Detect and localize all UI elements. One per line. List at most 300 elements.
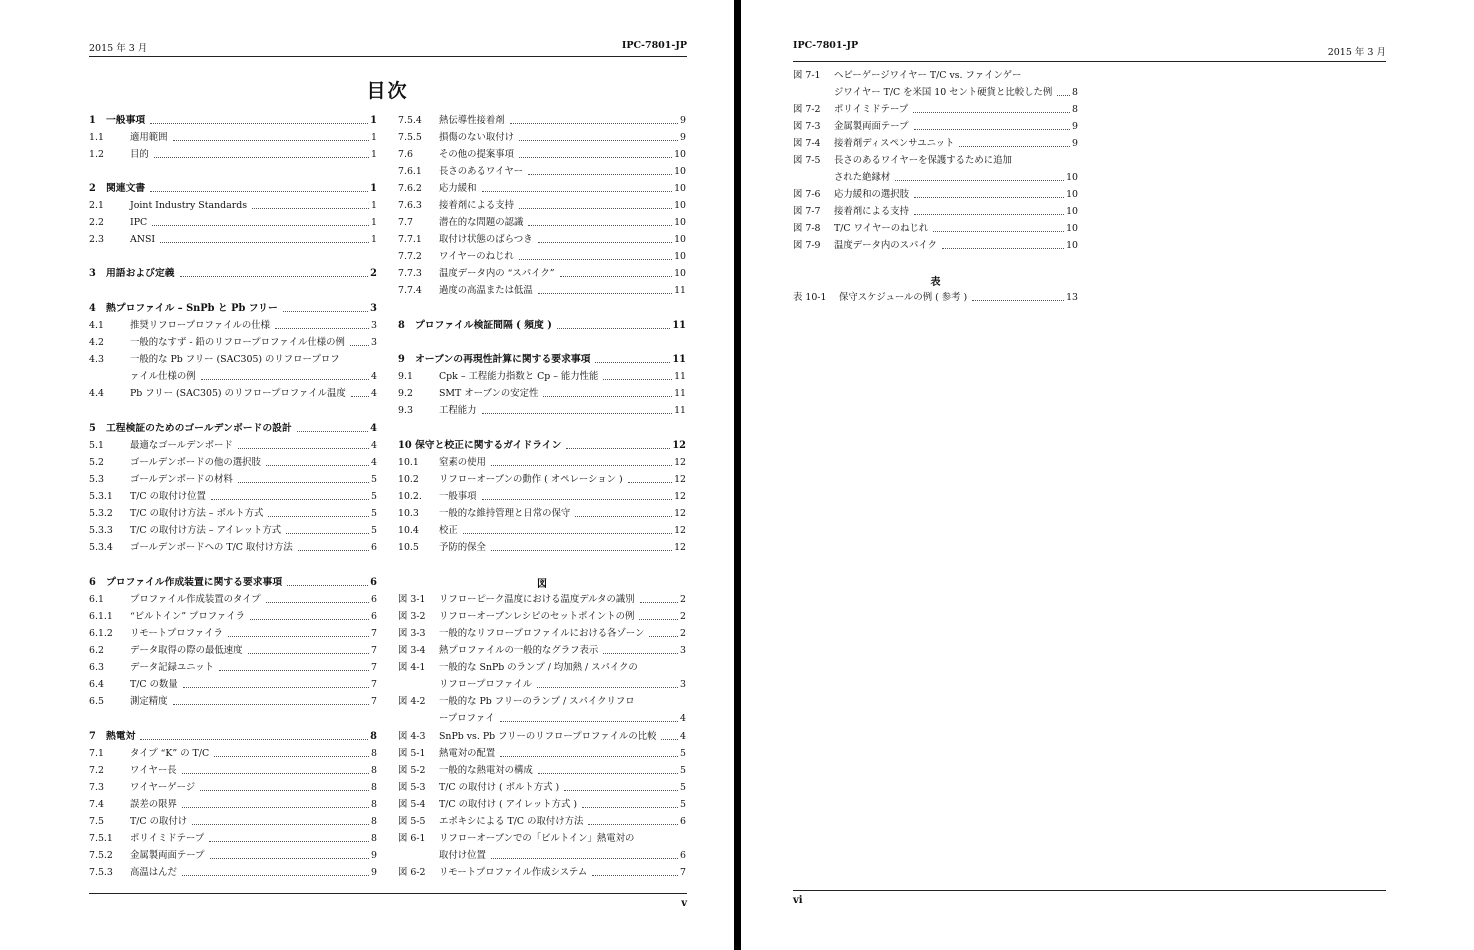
entry-title: 工程能力 — [439, 405, 477, 416]
toc-entry — [89, 797, 377, 813]
entry-title: T/C の取付け位置 — [130, 491, 206, 502]
entry-page: 7 — [371, 645, 377, 656]
dot-leader — [351, 386, 369, 397]
dot-leader — [248, 643, 370, 654]
entry-title: T/C の取付け — [130, 816, 188, 827]
toc-entry — [398, 130, 686, 146]
entry-number: 10.1 — [398, 457, 419, 468]
entry-page: 10 — [674, 183, 686, 194]
entry-number: 1.2 — [89, 149, 104, 160]
entry-number: 7.6.2 — [398, 183, 422, 194]
dot-leader — [192, 814, 369, 825]
toc-entry — [89, 746, 377, 762]
entry-title: 接着剤による支持 — [439, 200, 515, 211]
entry-number: 2.1 — [89, 200, 104, 211]
entry-number: 図 7-9 — [793, 240, 821, 251]
entry-page: 8 — [1072, 87, 1078, 98]
entry-page: 7 — [371, 662, 377, 673]
entry-title: T/C の数量 — [130, 679, 178, 690]
entry-page: 1 — [371, 234, 377, 245]
dot-leader — [528, 164, 672, 175]
entry-page: 11 — [672, 320, 686, 331]
entry-number: 図 7-4 — [793, 138, 821, 149]
entry-page: 3 — [371, 320, 377, 331]
right-page — [741, 0, 1474, 950]
dot-leader — [173, 694, 370, 705]
entry-number: 6.5 — [89, 696, 104, 707]
toc-entry — [89, 489, 377, 505]
entry-page: 10 — [674, 251, 686, 262]
entry-number: 7.7.4 — [398, 285, 422, 296]
dot-leader — [640, 592, 678, 603]
entry-number: 4.4 — [89, 388, 104, 399]
entry-number: 6.1.2 — [89, 628, 113, 639]
entry-page: 1 — [371, 200, 377, 211]
dot-leader — [350, 335, 369, 346]
dot-leader — [482, 403, 673, 414]
dot-leader — [913, 102, 1070, 113]
entry-number: 図 4-1 — [398, 662, 426, 673]
entry-title: 一般的なリフロープロファイルにおける各ゾーン — [439, 628, 645, 639]
entry-page: 8 — [371, 782, 377, 793]
entry-page: 2 — [370, 268, 377, 279]
entry-page: 10 — [1066, 206, 1078, 217]
dot-leader — [286, 523, 369, 534]
entry-title: 接着剤による支持 — [834, 206, 910, 217]
entry-number: 図 5-3 — [398, 782, 426, 793]
entry-title: T/C の取付け方法 – ボルト方式 — [130, 508, 264, 519]
toc-entry — [89, 865, 377, 881]
entry-title: その他の提案事項 — [439, 149, 515, 160]
toc-entry — [398, 369, 686, 385]
header-date: 2015 年 3 月 — [89, 43, 148, 54]
entry-page: 5 — [371, 474, 377, 485]
entry-title: T/C の取付け ( アイレット方式 ) — [439, 799, 578, 810]
entry-title: 熱プロファイル – SnPb と Pb フリー — [106, 303, 278, 314]
dot-leader — [592, 865, 678, 876]
entry-number: 9.2 — [398, 388, 413, 399]
entry-number: 7.7.3 — [398, 268, 422, 279]
entry-title: 適用範囲 — [130, 132, 168, 143]
dot-leader — [603, 369, 672, 380]
toc-entry — [89, 592, 377, 608]
entry-title: ANSI — [130, 234, 156, 245]
dot-leader — [183, 677, 369, 688]
entry-number: 7.6.1 — [398, 166, 422, 177]
entry-page: 5 — [680, 748, 686, 759]
entry-page: 5 — [680, 765, 686, 776]
entry-page: 8 — [371, 799, 377, 810]
entry-page: 10 — [1066, 172, 1078, 183]
toc-entry — [793, 85, 1078, 101]
toc-entry — [398, 865, 686, 881]
entry-page: 5 — [680, 782, 686, 793]
entry-number: 7.5.2 — [89, 850, 113, 861]
entry-number: 図 5-1 — [398, 748, 426, 759]
toc-entry — [89, 130, 377, 146]
entry-title: Cpk – 工程能力指数と Cp – 能力性能 — [439, 371, 599, 382]
entry-number: 10.5 — [398, 542, 419, 553]
entry-number: 7.3 — [89, 782, 104, 793]
entry-title: T/C の取付け ( ボルト方式 ) — [439, 782, 560, 793]
entry-page: 10 — [1066, 223, 1078, 234]
toc-entry — [89, 438, 377, 454]
entry-title: Pb フリー (SAC305) のリフロープロファイル温度 — [130, 388, 346, 399]
toc-entry — [398, 746, 686, 762]
toc-entry — [398, 523, 686, 539]
dot-leader — [500, 711, 678, 722]
entry-number — [398, 711, 439, 727]
entry-title: プロファイル作成装置のタイプ — [130, 594, 261, 605]
entry-title: ポリイミドテープ — [130, 833, 205, 844]
entry-number: 10.2 — [398, 474, 419, 485]
toc-entry — [89, 421, 377, 437]
entry-page: 12 — [674, 491, 686, 502]
header-rule — [89, 56, 687, 57]
entry-title: 目的 — [130, 149, 149, 160]
entry-page: 10 — [674, 200, 686, 211]
toc-entry — [793, 102, 1078, 118]
dot-leader — [972, 290, 1064, 301]
toc-entry — [89, 780, 377, 796]
toc-entry — [89, 694, 377, 710]
entry-number: 7.6 — [398, 149, 413, 160]
entry-page: 4 — [370, 423, 377, 434]
entry-page: 1 — [371, 149, 377, 160]
entry-title: 熱プロファイルの一般的なグラフ表示 — [439, 645, 599, 656]
entry-number: 図 5-5 — [398, 816, 426, 827]
entry-number: 2.3 — [89, 234, 104, 245]
entry-page: 4 — [371, 388, 377, 399]
entry-page: 3 — [370, 303, 377, 314]
toc-entry — [89, 113, 377, 129]
toc-entry — [89, 147, 377, 163]
entry-page: 12 — [674, 457, 686, 468]
entry-page: 8 — [371, 765, 377, 776]
dot-leader — [140, 729, 368, 740]
entry-page: 11 — [674, 405, 686, 416]
toc-entry — [89, 677, 377, 693]
dot-leader — [519, 130, 678, 141]
dot-leader — [595, 352, 670, 363]
entry-title: 温度データ内の “スパイク” — [439, 268, 555, 279]
dot-leader — [557, 318, 670, 329]
entry-title: SnPb vs. Pb フリーのリフロープロファイルの比較 — [439, 731, 657, 742]
entry-number: 4.1 — [89, 320, 104, 331]
entry-number: 7.6.3 — [398, 200, 422, 211]
toc-entry — [89, 609, 377, 625]
toc-entry — [89, 763, 377, 779]
toc-entry — [398, 711, 686, 727]
entry-page: 10 — [674, 166, 686, 177]
entry-title: タイプ “K” の T/C — [130, 748, 210, 759]
entry-title: 一般的な Pb フリー (SAC305) のリフロープロフ — [130, 354, 340, 365]
entry-title: 校正 — [439, 525, 458, 536]
entry-title: 潜在的な問題の認識 — [439, 217, 524, 228]
entry-title: 一般事項 — [439, 491, 477, 502]
toc-entry — [89, 472, 377, 488]
entry-number: 7.7.1 — [398, 234, 422, 245]
entry-title: リフローピーク温度における温度デルタの識別 — [439, 594, 635, 605]
page-number: v — [681, 898, 687, 909]
left-page — [0, 0, 734, 950]
dot-leader — [150, 113, 368, 124]
dot-leader — [287, 575, 368, 586]
entry-number: 5.3.2 — [89, 508, 113, 519]
entry-number: 6 — [89, 577, 96, 588]
entry-page: 6 — [371, 594, 377, 605]
dot-leader — [266, 455, 369, 466]
dot-leader — [639, 609, 678, 620]
entry-title: ジワイヤー T/C を米国 10 セント硬貨と比較した例 — [834, 87, 1053, 98]
entry-title: 推奨リフロープロファイルの仕様 — [130, 320, 270, 331]
toc-entry — [89, 729, 377, 745]
entry-number: 1 — [89, 115, 96, 126]
toc-entry — [89, 506, 377, 522]
dot-leader — [537, 677, 678, 688]
entry-number: 9.3 — [398, 405, 413, 416]
entry-title: 一般的な SnPb のランプ / 均加熱 / スパイクの — [439, 662, 638, 673]
entry-title: 応力緩和 — [439, 183, 477, 194]
entry-title: リモートプロファイル作成システム — [439, 867, 588, 878]
toc-entry — [398, 283, 686, 299]
entry-page: 1 — [370, 183, 377, 194]
entry-number: 図 7-2 — [793, 104, 821, 115]
dot-leader — [661, 729, 678, 740]
entry-title: ワイヤー長 — [130, 765, 177, 776]
toc-entry — [793, 170, 1078, 186]
entry-title: ープロファイ — [439, 713, 495, 724]
toc-entry — [89, 523, 377, 539]
entry-page: 8 — [371, 748, 377, 759]
entry-page: 11 — [674, 371, 686, 382]
dot-leader — [463, 523, 672, 534]
toc-entry — [89, 181, 377, 197]
entry-page: 10 — [1066, 189, 1078, 200]
entry-number: 4.2 — [89, 337, 104, 348]
entry-title: 予防的保全 — [439, 542, 486, 553]
toc-entry — [793, 204, 1078, 220]
toc-entry — [89, 318, 377, 334]
entry-page: 7 — [680, 867, 686, 878]
header-date: 2015 年 3 月 — [1327, 47, 1386, 58]
toc-entry — [89, 575, 377, 591]
dot-leader — [566, 438, 670, 449]
dot-leader — [491, 848, 678, 859]
entry-title: 一般的な熱電対の構成 — [439, 765, 533, 776]
entry-page: 9 — [371, 867, 377, 878]
dot-leader — [211, 489, 369, 500]
toc-entry — [89, 386, 377, 402]
entry-title: 熱電対 — [106, 731, 136, 742]
entry-number — [398, 848, 439, 864]
entry-title: リフロープロファイル — [439, 679, 533, 690]
toc-entry — [398, 164, 686, 180]
entry-number: 図 7-1 — [793, 70, 821, 81]
entry-title: ゴールデンボードの材料 — [130, 474, 233, 485]
entry-number: 5.2 — [89, 457, 104, 468]
entry-title: リフローオーブンの動作 ( オペレーション ) — [439, 474, 623, 485]
toc-entry — [398, 352, 686, 368]
dot-leader — [266, 592, 369, 603]
toc-entry — [89, 814, 377, 830]
entry-page: 9 — [1072, 138, 1078, 149]
entry-number — [793, 85, 834, 101]
entry-number: 6.3 — [89, 662, 104, 673]
dot-leader — [914, 187, 1064, 198]
entry-number: 7.5.3 — [89, 867, 113, 878]
dot-leader — [283, 301, 368, 312]
entry-title: 工程検証のためのゴールデンボードの設計 — [106, 423, 292, 434]
dot-leader — [588, 814, 678, 825]
toc-entry — [398, 472, 686, 488]
entry-title: SMT オーブンの安定性 — [439, 388, 539, 399]
entry-title: 取付け状態のばらつき — [439, 234, 533, 245]
dot-leader — [649, 626, 678, 637]
entry-page: 10 — [674, 234, 686, 245]
entry-number: 7.7 — [398, 217, 413, 228]
entry-title: 金属製両面テープ — [834, 121, 909, 132]
toc-entry — [89, 848, 377, 864]
entry-title: 損傷のない取付け — [439, 132, 515, 143]
entry-page: 12 — [674, 542, 686, 553]
toc-entry — [398, 318, 686, 334]
entry-title: ポリイミドテープ — [834, 104, 909, 115]
toc-entry — [398, 438, 686, 454]
entry-title: T/C の取付け方法 – アイレット方式 — [130, 525, 282, 536]
entry-number: 図 7-8 — [793, 223, 821, 234]
entry-title: “ビルトイン” プロファイラ — [130, 611, 246, 622]
toc-entry — [398, 814, 686, 830]
entry-number: 7.5 — [89, 816, 104, 827]
entry-page: 4 — [371, 371, 377, 382]
footer-rule — [793, 890, 1386, 891]
toc-entry — [398, 506, 686, 522]
dot-leader — [628, 472, 672, 483]
entry-title: 接着剤ディスペンサユニット — [834, 138, 955, 149]
dot-leader — [214, 746, 369, 757]
dot-leader — [528, 215, 672, 226]
entry-number: 図 5-4 — [398, 799, 426, 810]
entry-page: 12 — [672, 440, 686, 451]
entry-title: 温度データ内のスパイク — [834, 240, 937, 251]
entry-number: 4 — [89, 303, 96, 314]
dot-leader — [519, 249, 672, 260]
dot-leader — [1057, 85, 1070, 96]
entry-title: 測定精度 — [130, 696, 168, 707]
toc-entry — [398, 386, 686, 402]
entry-number: 図 7-7 — [793, 206, 821, 217]
entry-number: 5.3.1 — [89, 491, 113, 502]
dot-leader — [560, 266, 673, 277]
dot-leader — [519, 198, 672, 209]
toc-entry — [793, 238, 1078, 254]
entry-title: された絶縁材 — [834, 172, 891, 183]
entry-page: 12 — [674, 474, 686, 485]
entry-number: 図 5-2 — [398, 765, 426, 776]
toc-entry — [89, 369, 377, 385]
entry-page: 11 — [674, 388, 686, 399]
entry-title: 保守と校正に関するガイドライン — [415, 440, 562, 451]
dot-leader — [575, 506, 672, 517]
entry-number: 図 3-2 — [398, 611, 426, 622]
toc-entry — [89, 660, 377, 676]
entry-number: 6.2 — [89, 645, 104, 656]
toc-entry — [398, 763, 686, 779]
entry-title: リフローオーブンレシピのセットポイントの例 — [439, 611, 635, 622]
toc-entry — [793, 290, 1078, 306]
entry-title: ワイヤーゲージ — [130, 782, 196, 793]
footer-rule — [89, 893, 687, 894]
toc-entry — [398, 147, 686, 163]
entry-title: ヘビーゲージワイヤー T/C vs. ファインゲー — [834, 70, 1022, 81]
dot-leader — [238, 472, 369, 483]
entry-title: 関連文書 — [106, 183, 146, 194]
toc-entry — [89, 198, 377, 214]
dot-leader — [200, 780, 369, 791]
entry-page: 4 — [371, 440, 377, 451]
entry-page: 6 — [680, 816, 686, 827]
entry-page: 8 — [370, 731, 377, 742]
toc-entry — [89, 232, 377, 248]
toc-entry — [398, 113, 686, 129]
entry-number — [398, 677, 439, 693]
toc-entry — [398, 198, 686, 214]
toc-entry — [398, 626, 686, 642]
entry-page: 3 — [371, 337, 377, 348]
dot-leader — [895, 170, 1064, 181]
entry-title: ゴールデンボードへの T/C 取付け方法 — [130, 542, 293, 553]
entry-page: 4 — [680, 713, 686, 724]
entry-title: ゴールデンボードの他の選択肢 — [130, 457, 261, 468]
entry-number: 7.5.4 — [398, 115, 422, 126]
toc-entry — [398, 660, 686, 676]
entry-title: 熱電対の配置 — [439, 748, 496, 759]
entry-title: IPC — [130, 217, 148, 228]
dot-leader — [201, 369, 369, 380]
toc-entry — [398, 643, 686, 659]
entry-number: 1.1 — [89, 132, 104, 143]
dot-leader — [180, 266, 369, 277]
entry-page: 4 — [371, 457, 377, 468]
toc-entry — [398, 694, 686, 710]
dot-leader — [150, 181, 368, 192]
toc-entry — [793, 68, 1078, 84]
toc-entry — [398, 797, 686, 813]
toc-entry — [398, 609, 686, 625]
entry-title: リモートプロファイラ — [130, 628, 223, 639]
dot-leader — [152, 215, 369, 226]
dot-leader — [482, 489, 673, 500]
dot-leader — [959, 136, 1070, 147]
entry-title: 保守スケジュールの例 ( 参考 ) — [839, 292, 968, 303]
entry-page: 3 — [680, 645, 686, 656]
entry-number: 6.1 — [89, 594, 104, 605]
toc-entry — [89, 831, 377, 847]
entry-page: 7 — [371, 679, 377, 690]
entry-number: 図 7-5 — [793, 155, 821, 166]
toc-entry — [89, 215, 377, 231]
entry-page: 12 — [674, 525, 686, 536]
dot-leader — [942, 238, 1064, 249]
entry-title: 一般的な Pb フリーのランプ / スパイクリフロ — [439, 696, 635, 707]
dot-leader — [173, 130, 370, 141]
dot-leader — [500, 746, 678, 757]
dot-leader — [252, 198, 369, 209]
entry-title: 高温はんだ — [130, 867, 177, 878]
entry-number: 図 3-1 — [398, 594, 426, 605]
dot-leader — [210, 848, 370, 859]
